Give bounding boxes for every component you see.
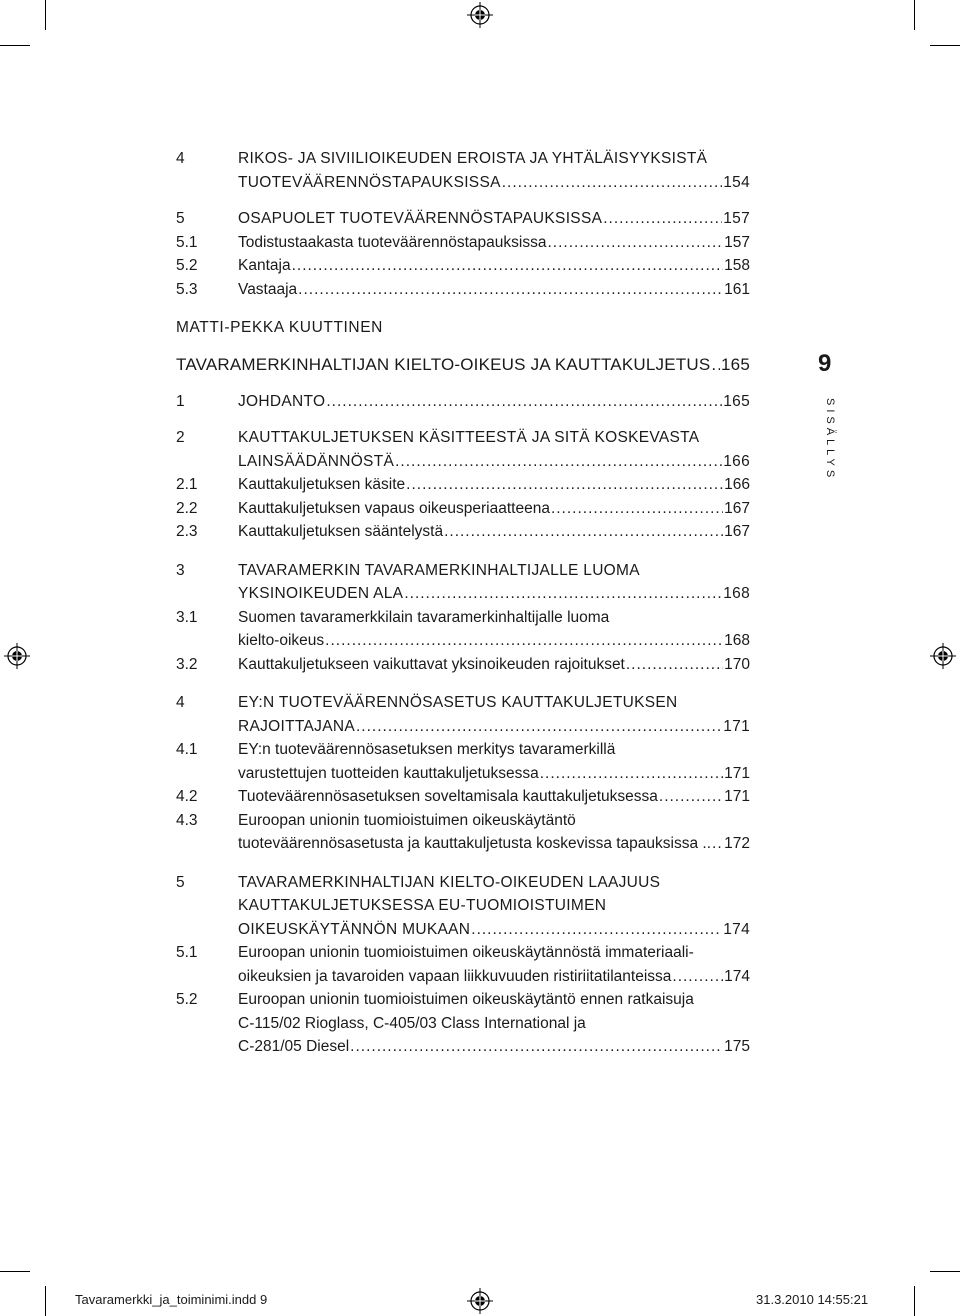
section-title-line: EY:N TUOTEVÄÄRENNÖSASETUS KAUTTAKULJETUKSEN xyxy=(238,694,678,711)
section-number: 2.1 xyxy=(176,476,198,493)
crop-mark xyxy=(930,45,960,46)
toc-entry[interactable] xyxy=(176,738,750,785)
section-title-line: EY:n tuoteväärennösasetuksen merkitys tavaramerkillä xyxy=(238,741,616,758)
section-title-line: TAVARAMERKINHALTIJAN KIELTO-OIKEUDEN LAAJUUS xyxy=(238,873,661,891)
toc-entry[interactable] xyxy=(176,691,750,738)
registration-mark-icon xyxy=(467,2,493,28)
leader-dots xyxy=(712,832,723,856)
toc-entry[interactable] xyxy=(176,147,750,194)
page-ref: 167 xyxy=(724,523,750,540)
section-number: 1 xyxy=(176,392,185,410)
crop-mark xyxy=(930,1271,960,1272)
section-number: 4.3 xyxy=(176,811,198,829)
page-ref: 166 xyxy=(723,452,750,470)
section-number: 5.1 xyxy=(176,944,198,961)
chapter-title-entry[interactable] xyxy=(176,353,750,377)
section-title-line: Suomen tavaramerkkilain tavaramerkinhaltijalle luoma xyxy=(238,608,610,626)
page-number: 9 xyxy=(818,350,832,377)
leader-dots xyxy=(711,353,720,377)
toc-entry[interactable] xyxy=(176,473,750,497)
page-ref: 166 xyxy=(724,476,750,493)
page-ref: 158 xyxy=(724,257,750,274)
page-ref: 157 xyxy=(723,210,750,227)
toc-entry[interactable] xyxy=(176,254,750,278)
toc-entry[interactable] xyxy=(176,231,750,255)
section-number: 2.3 xyxy=(176,523,198,540)
crop-mark xyxy=(0,1271,30,1272)
leader-dots xyxy=(540,762,723,786)
toc-entry[interactable] xyxy=(176,871,750,942)
toc-entry[interactable] xyxy=(176,207,750,231)
section-title: Kauttakuljetuksen käsite xyxy=(238,476,406,493)
section-number: 5 xyxy=(176,873,185,891)
section-number: 5.2 xyxy=(176,991,198,1008)
section-number: 4.2 xyxy=(176,788,198,805)
section-title: varustettujen tuotteiden kauttakuljetuksessa xyxy=(238,764,539,782)
registration-mark-icon xyxy=(467,1288,493,1314)
section-title: Vastaaja xyxy=(238,280,298,298)
page-ref: 165 xyxy=(723,392,750,410)
chapter-title: TAVARAMERKINHALTIJAN KIELTO-OIKEUS JA KAUTTAKULJETUS xyxy=(176,354,711,374)
page-ref: 161 xyxy=(724,280,750,298)
section-title: Todistustaakasta tuoteväärennöstapauksissa xyxy=(238,233,547,251)
section-number: 5.1 xyxy=(176,233,198,251)
section-number: 2 xyxy=(176,429,185,446)
section-number: 4 xyxy=(176,150,185,167)
section-title-line: Euroopan unionin tuomioistuimen oikeuskäytäntö ennen ratkaisuja xyxy=(238,991,694,1008)
page-ref: 154 xyxy=(723,173,750,191)
section-title: RAJOITTAJANA xyxy=(238,717,355,735)
section-title: Kauttakuljetukseen vaikuttavat yksinoikeuden rajoitukset xyxy=(238,655,625,673)
page-ref: 171 xyxy=(724,788,750,805)
section-title: Kauttakuljetuksen vapaus oikeusperiaatteena xyxy=(238,499,550,517)
page-ref: 170 xyxy=(724,655,750,673)
leader-dots xyxy=(444,520,723,544)
page-ref: 168 xyxy=(724,632,750,649)
page-ref: 174 xyxy=(723,920,750,938)
section-title: kielto-oikeus xyxy=(238,632,325,649)
page-ref: 168 xyxy=(723,585,750,602)
leader-dots xyxy=(471,918,722,942)
leader-dots xyxy=(356,715,722,739)
page-ref: 167 xyxy=(724,499,750,517)
leader-dots xyxy=(406,473,723,497)
toc-entry[interactable] xyxy=(176,606,750,653)
toc-entry[interactable] xyxy=(176,390,750,414)
leader-dots xyxy=(502,171,723,195)
leader-dots xyxy=(659,785,723,809)
page-ref: 171 xyxy=(724,764,750,782)
crop-mark xyxy=(914,0,915,30)
toc-entry[interactable] xyxy=(176,785,750,809)
chapter-author: MATTI-PEKKA KUUTTINEN xyxy=(176,319,383,336)
section-title-line: KAUTTAKULJETUKSESSA EU-TUOMIOISTUIMEN xyxy=(238,897,607,914)
slug-date: 31.3.2010 14:55:21 xyxy=(756,1292,869,1307)
crop-mark xyxy=(0,45,30,46)
toc-entry[interactable] xyxy=(176,559,750,606)
toc-entry[interactable] xyxy=(176,941,750,988)
section-number: 2.2 xyxy=(176,499,198,517)
section-number: 5 xyxy=(176,210,185,227)
leader-dots xyxy=(395,450,722,474)
leader-dots xyxy=(672,965,723,989)
section-title-line: Euroopan unionin tuomioistuimen oikeuskäytäntö xyxy=(238,811,576,829)
toc-entry[interactable] xyxy=(176,809,750,856)
toc-entry[interactable] xyxy=(176,653,750,677)
section-title: OSAPUOLET TUOTEVÄÄRENNÖSTAPAUKSISSA xyxy=(238,210,603,227)
crop-mark xyxy=(914,1286,915,1316)
leader-dots xyxy=(292,254,724,278)
page-ref: 175 xyxy=(724,1038,750,1055)
registration-mark-icon xyxy=(930,643,956,669)
section-title-line: TAVARAMERKIN TAVARAMERKINHALTIJALLE LUOMA xyxy=(238,561,640,579)
section-title: C-281/05 Diesel xyxy=(238,1038,350,1055)
toc-entry[interactable] xyxy=(176,988,750,1059)
slug-filename: Tavaramerkki_ja_toiminimi.indd 9 xyxy=(75,1292,268,1307)
section-title: tuoteväärennösasetusta ja kauttakuljetusta koskevissa tapauksissa .. xyxy=(238,835,712,852)
section-title-line: C-115/02 Rioglass, C-405/03 Class International ja xyxy=(238,1014,586,1032)
page-ref: 165 xyxy=(721,354,750,374)
page-ref: 157 xyxy=(724,233,750,251)
page-ref: 174 xyxy=(724,967,750,985)
leader-dots xyxy=(298,278,723,302)
section-label: SISÄLLYS xyxy=(824,398,836,482)
section-number: 3 xyxy=(176,561,185,579)
section-title: TUOTEVÄÄRENNÖSTAPAUKSISSA xyxy=(238,173,501,191)
crop-mark xyxy=(45,1286,46,1316)
section-number: 4.1 xyxy=(176,741,198,758)
leader-dots xyxy=(404,582,722,606)
toc-part-2 xyxy=(176,377,750,1059)
section-title: Tuoteväärennösasetuksen soveltamisala kauttakuljetuksessa xyxy=(238,788,658,805)
section-title: JOHDANTO xyxy=(238,392,326,410)
section-title: oikeuksien ja tavaroiden vapaan liikkuvuuden ristiriitatilanteissa xyxy=(238,967,672,985)
table-of-contents xyxy=(176,147,750,1059)
section-number: 5.2 xyxy=(176,257,198,274)
page-ref: 171 xyxy=(723,717,750,735)
section-title: Kauttakuljetuksen sääntelystä xyxy=(238,523,444,540)
leader-dots xyxy=(551,497,723,521)
leader-dots xyxy=(326,390,722,414)
toc-entry[interactable] xyxy=(176,520,750,544)
section-title: YKSINOIKEUDEN ALA xyxy=(238,585,404,602)
toc-entry[interactable] xyxy=(176,497,750,521)
section-title-line: Euroopan unionin tuomioistuimen oikeuskäytännöstä immateriaali- xyxy=(238,944,694,961)
section-number: 3.2 xyxy=(176,655,198,673)
section-number: 5.3 xyxy=(176,280,198,298)
leader-dots xyxy=(350,1035,723,1059)
section-number: 4 xyxy=(176,694,185,711)
leader-dots xyxy=(325,629,723,653)
toc-entry[interactable] xyxy=(176,426,750,473)
crop-mark xyxy=(45,0,46,30)
section-title-line: KAUTTAKULJETUKSEN KÄSITTEESTÄ JA SITÄ KOSKEVASTA xyxy=(238,429,700,446)
section-title-line: RIKOS- JA SIVIILIOIKEUDEN EROISTA JA YHTÄLÄISYYKSISTÄ xyxy=(238,150,708,167)
leader-dots xyxy=(603,207,722,231)
section-title: LAINSÄÄDÄNNÖSTÄ xyxy=(238,452,395,470)
section-number: 3.1 xyxy=(176,608,198,626)
leader-dots xyxy=(547,231,723,255)
leader-dots xyxy=(626,653,723,677)
registration-mark-icon xyxy=(4,643,30,669)
section-title: OIKEUSKÄYTÄNNÖN MUKAAN xyxy=(238,920,471,938)
section-title: Kantaja xyxy=(238,257,291,274)
toc-part-1 xyxy=(176,147,750,301)
page-ref: 172 xyxy=(724,835,750,852)
toc-entry[interactable] xyxy=(176,278,750,302)
